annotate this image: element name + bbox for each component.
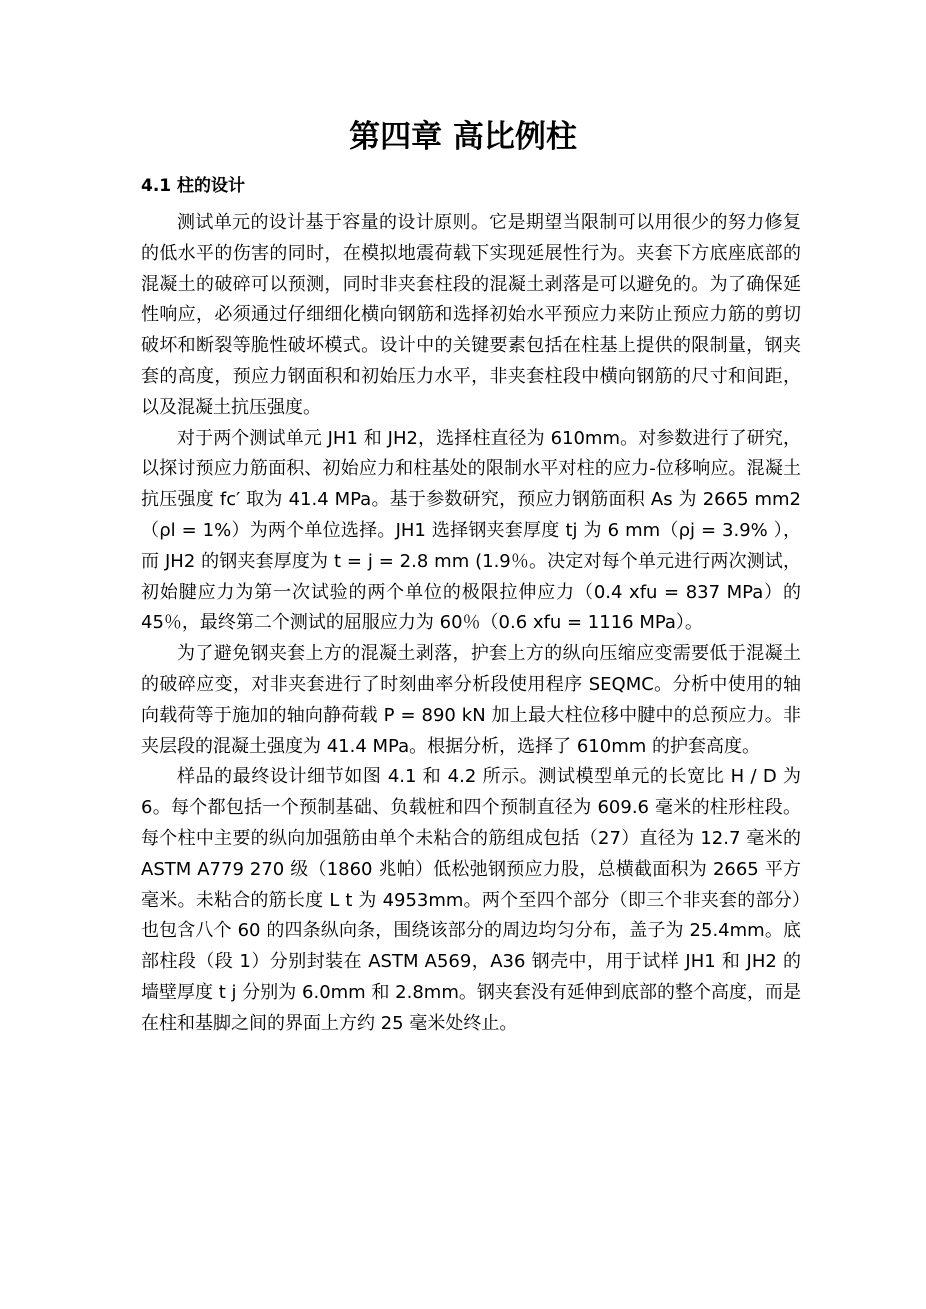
paragraph-design-principle: 测试单元的设计基于容量的设计原则。它是期望当限制可以用很少的努力修复的低水平的伤害的同时，在模拟地震荷载下实现延展性行为。夹套下方底座底部的混凝土的破碎可以预测，同时非夹套柱段的混凝土剥落是可以避免的。为了确保延性响应，必须通过仔细细化横向钢筋和选择初始水平预应力来防止预应力筋的剪切破坏和断裂等脆性破坏模式。设计中的关键要素包括在柱基上提供的限制量，钢夹套的高度，预应力钢面积和初始压力水平，非夹套柱段中横向钢筋的尺寸和间距，以及混凝土抗压强度。 xyxy=(141,212,801,418)
paragraph-specimen-details: 样品的最终设计细节如图 4.1 和 4.2 所示。测试模型单元的长宽比 H / D 为 6。每个都包括一个预制基础、负载桩和四个预制直径为 609.6 毫米的柱形柱段。每个柱中主要的纵向加强筋由单个未粘合的筋组成包括（27）直径为 12.7 毫米的 ASTM A779 270 级（1860 兆帕）低松弛钢预应力股，总横截面积为 2665 平方毫米。未粘合的筋长度 L t 为 4953mm。两个至四个部分（即三个非夹套的部分）也包含八个 60 的四条纵向条，围绕该部分的周边均匀分布，盖子为 25.4mm。底部柱段（段 1）分别封装在 ASTM A569，A36 钢壳中，用于试样 JH1 和 JH2 的墙壁厚度 t j 分别为 6.0mm 和 2.8mm。钢夹套没有延伸到底部的整个高度，而是在柱和基脚之间的界面上方约 25 毫米处终止。 xyxy=(141,766,801,1034)
body-text xyxy=(141,208,801,1040)
paragraph-parameter-study: 对于两个测试单元 JH1 和 JH2，选择柱直径为 610mm。对参数进行了研究，以探讨预应力筋面积、初始应力和柱基处的限制水平对柱的应力-位移响应。混凝土抗压强度 fc′ 取为 41.4 MPa。基于参数研究，预应力钢筋面积 As 为 2665 mm2 （ρl = 1%）为两个单位选择。JH1 选择钢夹套厚度 tj 为 6 mm（ρj = 3.9% ），而 JH2 的钢夹套厚度为 t = j = 2.8 mm (1.9％。决定对每个单元进行两次测试，初始腱应力为第一次试验的两个单位的极限拉伸应力（0.4 xfu = 837 MPa）的 45％，最终第二个测试的屈服应力为 60％（0.6 xfu = 1116 MPa）。 xyxy=(141,427,801,634)
chapter-title: 第四章 高比例柱 xyxy=(349,119,577,155)
paragraph-jacket-height: 为了避免钢夹套上方的混凝土剥落，护套上方的纵向压缩应变需要低于混凝土的破碎应变，对非夹套进行了时刻曲率分析段使用程序 SEQMC。分析中使用的轴向载荷等于施加的轴向静荷载 P = 890 kN 加上最大柱位移中腱中的总预应力。非夹层段的混凝土强度为 41.4 MPa。根据分析，选择了 610mm 的护套高度。 xyxy=(141,643,801,757)
section-heading: 4.1 柱的设计 xyxy=(141,176,246,196)
